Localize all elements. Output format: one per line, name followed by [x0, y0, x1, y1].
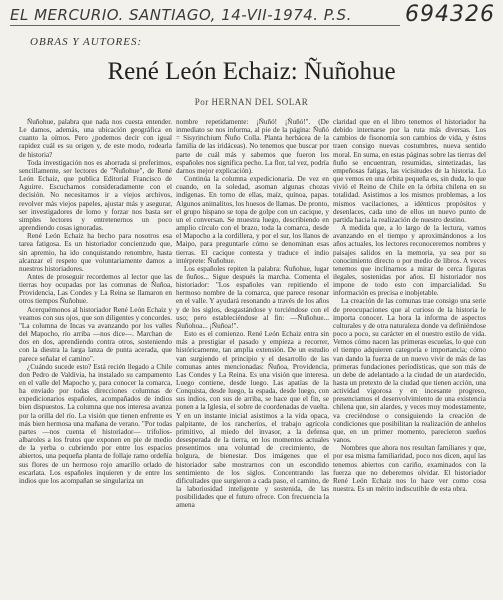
paragraph: A medida que, a lo largo de la lectura, vamos avanzando en el tiempo y aproximándonos a los años actuales, los lectores reconoceremos nombres y paisajes salidos en la memoria, ya sea por su conocimiento directo o por medio de libros. A veces tenemos que inclinarnos a mirar de cerca figuras ilegales, sostenidas por años. El historiador nos impone de todo esto con imparcialidad. Su información es precisa e inobjetable. — [333, 224, 486, 298]
paragraph: Antes de proseguir recordemos al lector que las tierras hoy ocupadas por las comunas de Ñuñoa, Providencia, Las Condes y La Reina se llamaron en otros tiempos Ñuñohue. — [19, 272, 172, 306]
article-column-3 — [333, 118, 486, 493]
paragraph: Los españoles repiten la palabra: Ñuñohue, lugar de ñuños... Sigue después la marcha. Comenta el historiador: "Los españoles van repitiendo el hermoso nombre de la comarca, que parece resonar en el valle. Y ayudará resonando a través de los años y de los siglos, desgastándose y torciéndose con el uso; pero estableciéndose al fin: —Ñuñohue... Ñuñohoa... ¡Ñuñoa!". — [176, 264, 329, 330]
article-column-2 — [176, 118, 329, 510]
section-label: OBRAS Y AUTORES: — [30, 36, 143, 48]
article-title: René León Echaiz: Ñuñohue — [107, 58, 396, 85]
paragraph: Continúa la columna expedicionaria. De vez en cuando, en la soledad, asoman algunas chozas indígenas. En torno de ellas, maíz, quínoa, papas. Algunos animalitos, los huesos de llamas. De pronto, el grupo hispano se topa de golpe con un cacique, y un el conversan. Se muestra luego, describiendo en amplio círculo con el brazo, toda la comarca, desde el Mapocho a la cordillera, y por el sur, los llanos de Maipo, para preguntarle cómo se denominan esas tierras. El cacique contesta y traduce el indio intérprete: Ñuñohue. — [176, 175, 329, 265]
paragraph: René León Echaiz ha hecho para nosotros esa tarea fatigosa. Es un historiador concienzudo que, sin apremio, ha ido conquistando renombre, hasta alcanzar el respeto que voluntariamente damos a nuestros historiadores. — [19, 232, 172, 273]
byline — [0, 97, 503, 107]
paragraph: ¿Cuándo sucede esto? Está recién llegado a Chile don Pedro de Valdivia, ha instalado su campamento en el valle del Mapocho y, para conocer la comarca, ha enviado por todas direcciones columnas de expedicionarios españoles, acompañados de indios bien dispuestos. La columna que nos interesa avanza por la orilla del río. La visión que tienen enfrente es más bien hermosa una mañana de verano. "Por todas partes —nos cuenta el historiador— trifolios-albaroles a los frutos que exponen en pie de medio de la yerba o cubriendo por entre los espacios abiertos, una pequeña planta de follaje ramo ordeñía sus flores de un hermoso rojo amarillo orlado de escarlata. Los españoles inquieren y de entre los indios que los acompañan se singulariza un — [19, 362, 172, 485]
paragraph: Ñuñohue, palabra que nada nos cuesta entender. Le damos, además, una ubicación geográfica en cuanto la oímos. Pero ¿podemos decir con igual rapidez cuál es su origen y, de este modo, rodearla de historia? — [19, 118, 172, 159]
byline-prefix: Por — [194, 97, 209, 107]
paragraph: Nombres que ahora nos resultan familiares y que, por esa misma familiaridad, poco nos dicen, aquí las tenemos abiertos con cariño, examinados con la fuerza que no deberemos olvidar. El historiador René León Echaiz nos lo hace ver como cosa nuestra. Es un mérito indiscutible de esta obra. — [333, 444, 486, 494]
paragraph: La creación de las comunas trae consigo una serie de preocupaciones que al curioso de la historia le importa conocer. La hora la informa de aspectos culturales y de otra naturaleza donde va definiéndose poco a poco, su carácter en el nuestro estilo de vida. Vemos cómo nacen las primeras escuelas, lo que con el tiempo adquieren categoría e importancia; cómo van dando la fuerza de un nuevo vivir de más de las primeras fundaciones periodísticas, que son más de un debe de adelantado a la ciudad de un atardecido, hasta un pretexto de la ciudad que tienen acción, una actividad vigorosa y en incesante progreso, presenciamos el desenvolvimiento de una existencia chilena que, sin alardes, y veces muy modestamente, va creciéndose o consiguiendo la creación de condiciones que posibilitan la realización de anhelos que, en un primer momento, parecieron sueños vanos. — [333, 297, 486, 445]
paragraph: Esto es el comienzo. René León Echaiz entra sin más a prestigiar el pasado y empieza a recorrer, históricamente, tan amplia extensión. De un estudio van surgiendo el principio y el desarrollo de las comunas antes mencionadas: Ñuñoa, Providencia, Las Condes y La Reina. Es una visión que interesa. Luego contiene, desde luego. Las apatías de la Conquista, desde luego, la espada, desde luego, con sus indios, con sus de arriba, se hace que el fin, se ponen a la Iglesia, el sobre de coordenadas de vuelta. Y en un instante inicial asistimos a la vida opaca, palpitante, de los rancheríos, el trabajo agrícola primitivo, al miedo del invasor, a la defensa desesperada de la tierra, en los momentos actuales presentimos una voluntad de crecimiento, de holgura, de bienestar. Dos imágenes que el historiador sabe mostrarnos con un escondido sentimiento de los siglos. Concentrando las dificultades que surgieron a cada paso, el camino, de la laboriosidad inteligente y sostenida, de las posibilidades que el futuro ofrece. Con frecuencia la amena — [176, 330, 329, 510]
handwritten-archive-number: 694326 — [405, 2, 495, 27]
byline-author: HERNAN DEL SOLAR — [211, 97, 309, 107]
paragraph: claridad que en el libro tenemos el historiador ha debido internarse por la ruta más diversas. Los cambios de fisonomía son cambios de vida, y éstos traen consigo nuevas costumbres, nueva sentido moral. En suma, en estas páginas sobre las tierras del ñuño se encuentran, resumidas, sintetizadas, las empeñosas fatigas, las vicisitudes de la historia. Lo que vemos en una órbita pequeña es, sin duda, lo que vivió el Reino de Chile en la órbita chilena en su totalidad. Asistimos a los mismos problemas, a los mismos vacilaciones, a idénticos propósitos y desenlaces, cada uno de ellos un nuevo punto de partida hacia la realización de nuestro destino. — [333, 118, 486, 224]
paragraph: Toda investigación nos es ahorrada si preferimos, sencillamente, ser lectores de "Ñuñohue", de René León Echaiz, que publica Editorial Francisco de Aguirre. Escuchamos consideradamente con el decisión. No necesitamos ir a viejos archivos, revolver más viejos papeles, ajustar más y asegurar, ser investigadores de lomo y forzar nos basta ser simples lectores y entretenernos un poco aprendiendo cosas ignoradas. — [19, 158, 172, 233]
article-column-1 — [19, 118, 172, 485]
paragraph: nombre repetidamente: ¡Ñuñó! ¡Ñuñó!". (De inmediato se nos informa, al pie de la página: Ñuñó = Sisyrinchium Ñuño Colla. Planta herbácea de la familia de las iridáceas). No tenemos que buscar por parte de cuál más y sabemos que fueron los españoles nos significa pecho. La flor, tal vez, podría darnos mejor explicación). — [176, 118, 329, 175]
paragraph: Acerquémonos al historiador René León Echaiz y veamos con sus ojos, que son diligentes y concordes. "La columna de Incas va avanzando por los valles del Mapocho, río arriba —nos dice—. Marchan de dos en dos, aprendiendo contra otros, sosteniendo con la diestra la larga lanza de punta acerada, que parece señalar el camino". — [19, 305, 172, 363]
handwritten-source-note: EL MERCURIO. SANTIAGO, 14-VII-1974. P.S. — [10, 6, 400, 26]
